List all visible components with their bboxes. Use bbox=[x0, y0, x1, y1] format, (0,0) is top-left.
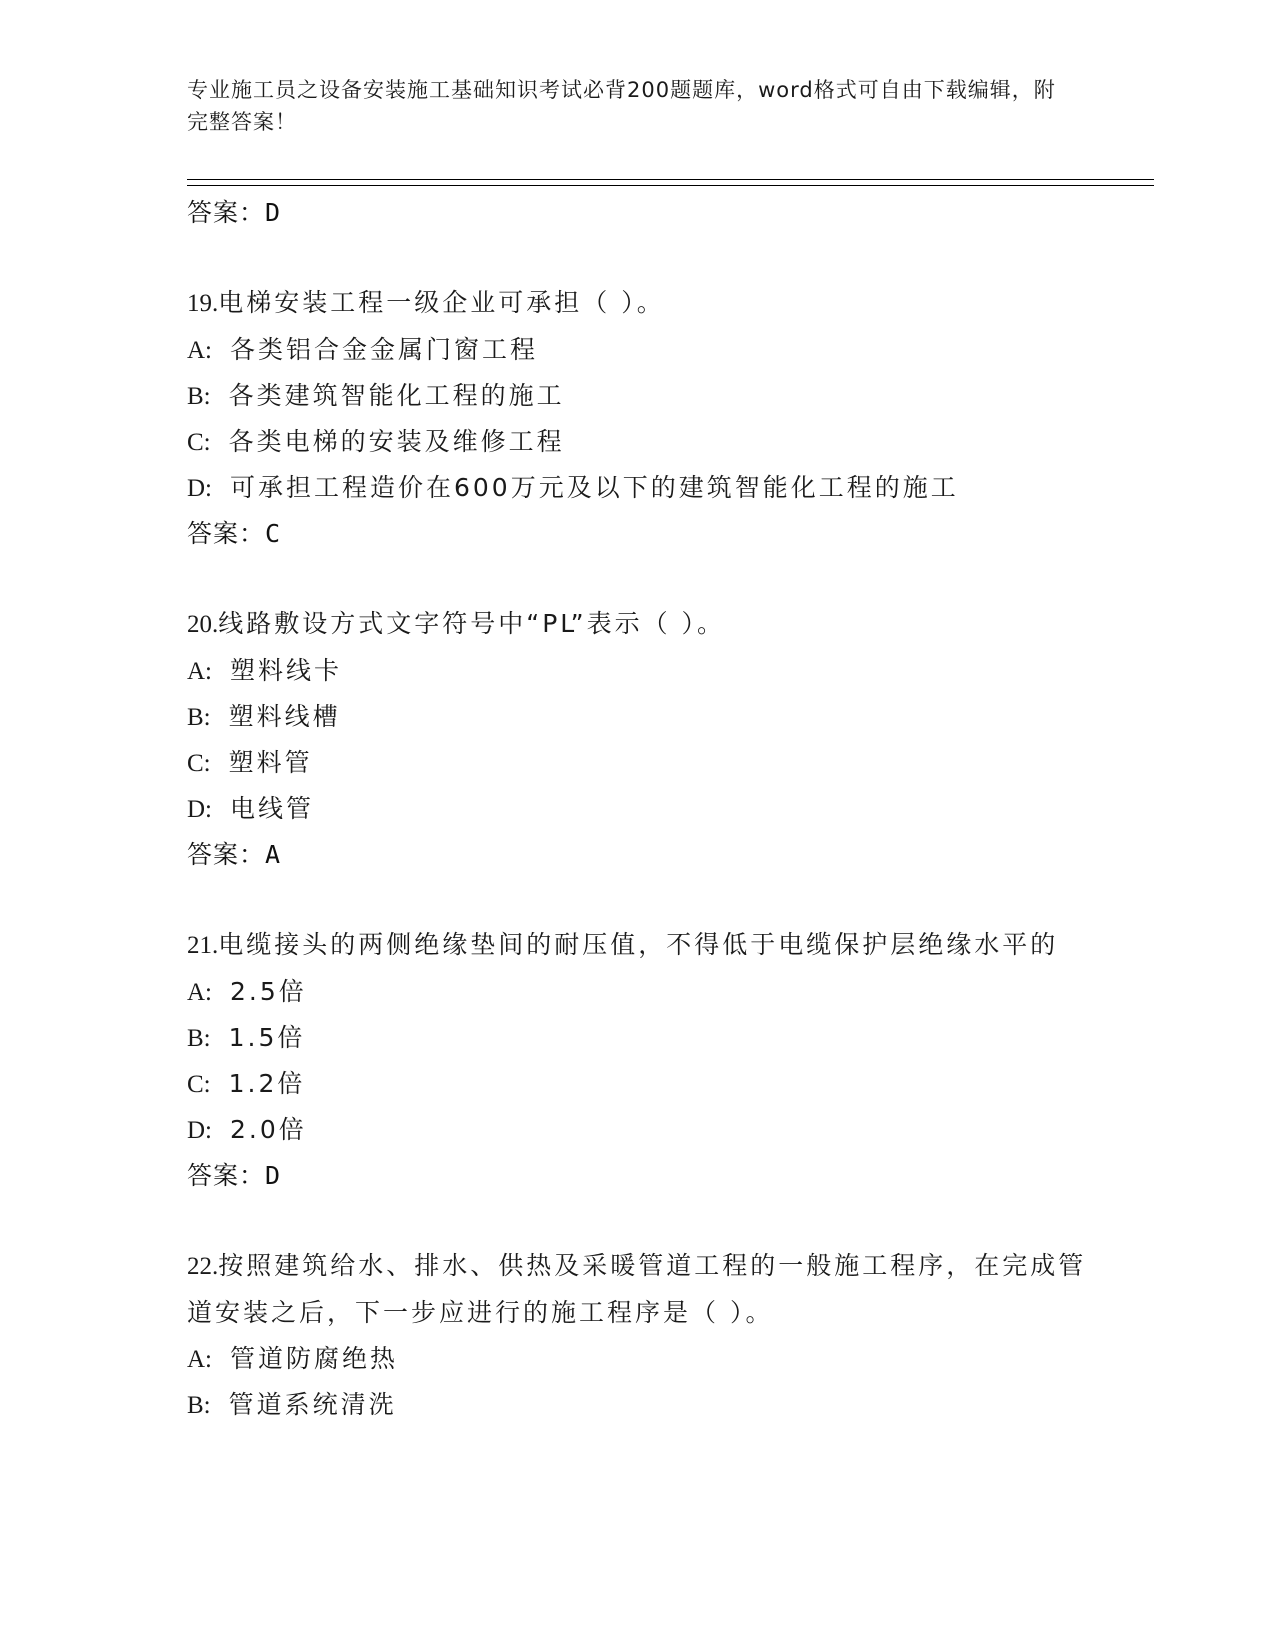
option-letter: D: bbox=[187, 796, 212, 823]
option-letter: C: bbox=[187, 750, 211, 777]
option-b bbox=[187, 1382, 1087, 1428]
option-letter: B: bbox=[187, 383, 211, 410]
option-c bbox=[187, 1061, 1087, 1107]
answer-line bbox=[187, 832, 1087, 878]
answer-line bbox=[187, 190, 1087, 236]
option-text: 塑料线卡 bbox=[230, 656, 343, 685]
option-a bbox=[187, 1336, 1087, 1382]
question-block bbox=[187, 280, 1087, 557]
option-text: 2.5倍 bbox=[230, 977, 307, 1006]
option-a bbox=[187, 327, 1087, 373]
option-d bbox=[187, 465, 1087, 511]
question-number: 20. bbox=[187, 611, 219, 638]
option-b bbox=[187, 1015, 1087, 1061]
question-text: 线路敷设方式文字符号中“PL”表示（ ）。 bbox=[218, 609, 726, 638]
option-letter: D: bbox=[187, 475, 212, 502]
question-text: 电梯安装工程一级企业可承担（ ）。 bbox=[218, 288, 665, 317]
answer-label: 答案： bbox=[187, 198, 266, 227]
option-b bbox=[187, 694, 1087, 740]
option-text: 1.2倍 bbox=[228, 1069, 306, 1098]
question-number: 21. bbox=[187, 932, 219, 959]
option-text: 2.0倍 bbox=[230, 1115, 307, 1144]
header-divider bbox=[187, 179, 1154, 186]
option-a bbox=[187, 648, 1087, 694]
option-letter: B: bbox=[187, 1392, 211, 1419]
option-text: 可承担工程造价在600万元及以下的建筑智能化工程的施工 bbox=[230, 473, 959, 502]
option-text: 电线管 bbox=[230, 794, 315, 823]
question-text: 按照建筑给水、排水、供热及采暖管道工程的一般施工程序，在完成管道安装之后，下一步应进行的施工程序是（ ）。 bbox=[187, 1251, 1087, 1327]
answer-label: 答案： bbox=[187, 840, 266, 869]
option-letter: C: bbox=[187, 1071, 211, 1098]
answer-value: D bbox=[265, 198, 282, 227]
option-text: 管道系统清洗 bbox=[228, 1390, 397, 1419]
answer-line bbox=[187, 1153, 1087, 1199]
option-text: 1.5倍 bbox=[228, 1023, 306, 1052]
option-letter: A: bbox=[187, 658, 212, 685]
question-block bbox=[187, 1243, 1087, 1428]
option-letter: A: bbox=[187, 1346, 212, 1373]
option-c bbox=[187, 419, 1087, 465]
document-title: 专业施工员之设备安装施工基础知识考试必背200题题库，word格式可自由下载编辑，附完整答案！ bbox=[187, 78, 1056, 134]
question-stem bbox=[187, 1243, 1087, 1336]
option-d bbox=[187, 786, 1087, 832]
answer-label: 答案： bbox=[187, 519, 266, 548]
option-text: 管道防腐绝热 bbox=[230, 1344, 399, 1373]
question-number: 22. bbox=[187, 1253, 219, 1280]
option-b bbox=[187, 373, 1087, 419]
option-text: 各类电梯的安装及维修工程 bbox=[228, 427, 565, 456]
question-block bbox=[187, 601, 1087, 878]
option-text: 各类铝合金金属门窗工程 bbox=[230, 335, 539, 364]
option-a bbox=[187, 969, 1087, 1015]
answer-label: 答案： bbox=[187, 1161, 266, 1190]
answer-value: D bbox=[265, 1161, 282, 1190]
question-list bbox=[187, 190, 1087, 1428]
option-letter: B: bbox=[187, 704, 211, 731]
option-letter: A: bbox=[187, 337, 212, 364]
page-header bbox=[187, 74, 1067, 138]
answer-value: A bbox=[265, 840, 282, 869]
option-text: 塑料管 bbox=[228, 748, 313, 777]
answer-value: C bbox=[265, 519, 282, 548]
question-stem bbox=[187, 280, 1087, 327]
option-c bbox=[187, 740, 1087, 786]
option-letter: D: bbox=[187, 1117, 212, 1144]
option-letter: A: bbox=[187, 979, 212, 1006]
question-number: 19. bbox=[187, 290, 219, 317]
answer-line bbox=[187, 511, 1087, 557]
question-block bbox=[187, 922, 1087, 1199]
option-text: 塑料线槽 bbox=[228, 702, 341, 731]
option-d bbox=[187, 1107, 1087, 1153]
option-letter: C: bbox=[187, 429, 211, 456]
option-text: 各类建筑智能化工程的施工 bbox=[228, 381, 565, 410]
question-stem bbox=[187, 601, 1087, 648]
question-stem bbox=[187, 922, 1087, 969]
question-text: 电缆接头的两侧绝缘垫间的耐压值，不得低于电缆保护层绝缘水平的 bbox=[218, 930, 1059, 959]
option-letter: B: bbox=[187, 1025, 211, 1052]
